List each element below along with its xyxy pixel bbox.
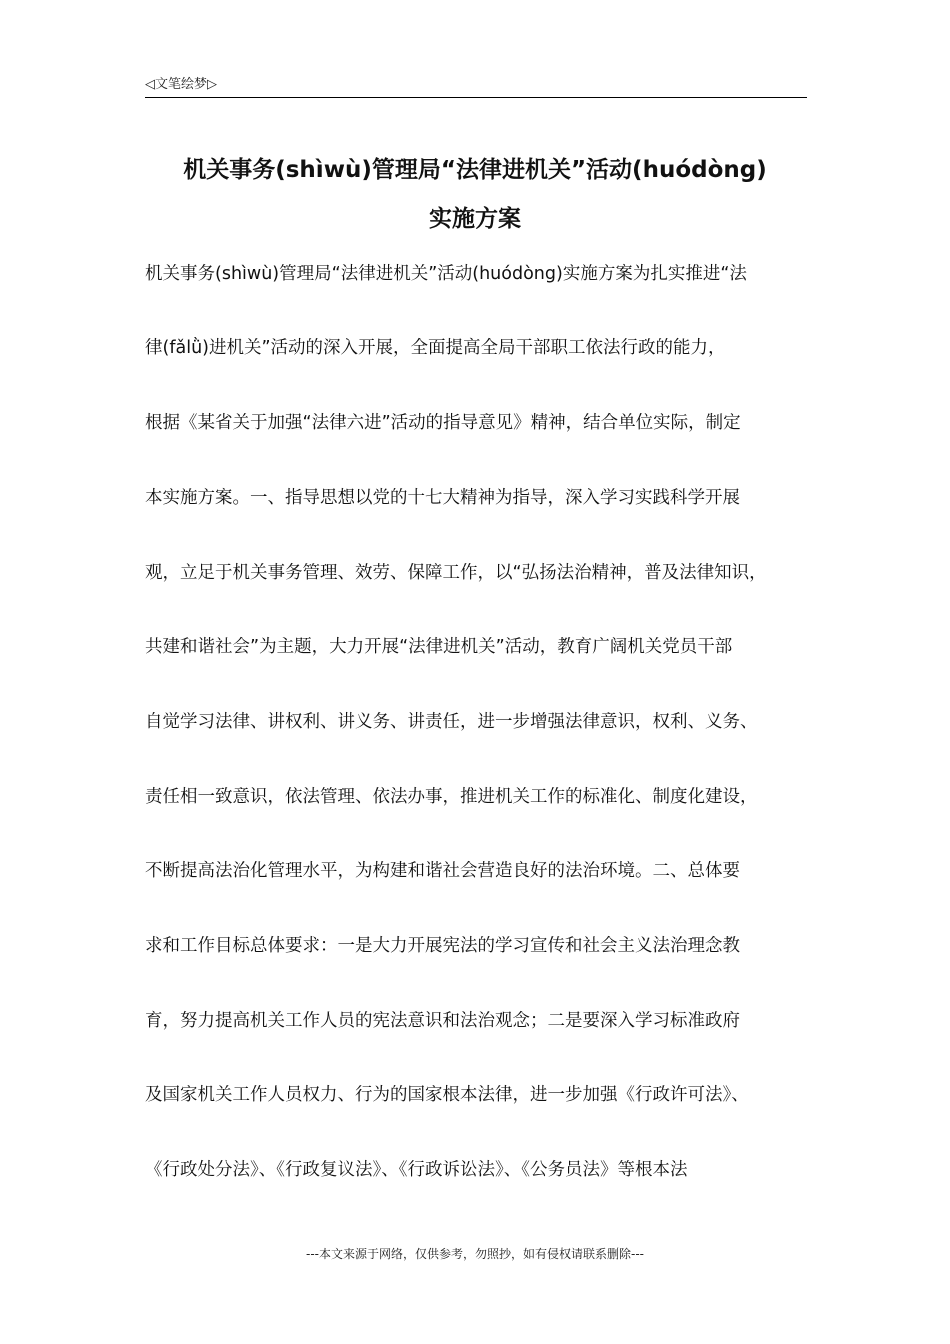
page-footer-disclaimer: ---本文来源于网络，仅供参考，勿照抄，如有侵权请联系删除--- — [306, 1247, 644, 1261]
body-line-12: 及国家机关工作人员权力、行为的国家根本法律，进一步加强《行政许可法》、 — [145, 1085, 749, 1105]
body-line-10: 求和工作目标总体要求：一是大力开展宪法的学习宣传和社会主义法治理念教 — [145, 936, 740, 956]
body-line-1: 机关事务(shìwù)管理局“法律进机关”活动(huódòng)实施方案为扎实推进“法 — [145, 264, 747, 284]
body-line-6: 共建和谐社会”为主题，大力开展“法律进机关”活动，教育广阔机关党员干部 — [145, 637, 733, 657]
header-divider — [145, 97, 807, 98]
body-line-8: 责任相一致意识，依法管理、依法办事，推进机关工作的标准化、制度化建设， — [145, 787, 758, 807]
body-line-13: 《行政处分法》、《行政复议法》、《行政诉讼法》、《公务员法》等根本法 — [145, 1160, 688, 1180]
body-line-2: 律(fǎlǜ)进机关”活动的深入开展，全面提高全局干部职工依法行政的能力， — [145, 338, 726, 358]
body-line-3: 根据《某省关于加强“法律六进”活动的指导意见》精神，结合单位实际，制定 — [145, 413, 741, 433]
body-line-11: 育，努力提高机关工作人员的宪法意识和法治观念；二是要深入学习标准政府 — [145, 1011, 740, 1031]
body-line-7: 自觉学习法律、讲权利、讲义务、讲责任，进一步增强法律意识，权利、义务、 — [145, 712, 758, 732]
document-title-line-2: 实施方案 — [429, 206, 521, 232]
body-line-9: 不断提高法治化管理水平，为构建和谐社会营造良好的法治环境。二、总体要 — [145, 861, 740, 881]
header-text: ◁文笔绘梦▷ — [145, 77, 217, 92]
body-line-4: 本实施方案。一、指导思想以党的十七大精神为指导，深入学习实践科学开展 — [145, 488, 740, 508]
document-title-line-1: 机关事务(shìwù)管理局“法律进机关”活动(huódòng) — [183, 157, 767, 183]
body-line-5: 观，立足于机关事务管理、效劳、保障工作，以“弘扬法治精神，普及法律知识， — [145, 563, 767, 583]
page-header — [145, 74, 807, 96]
